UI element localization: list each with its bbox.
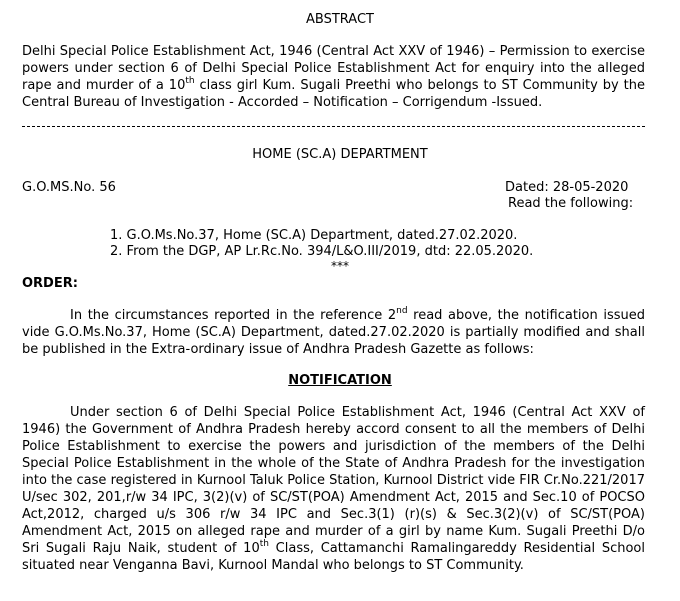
order-superscript: nd [396, 305, 408, 316]
goms-number: G.O.MS.No. 56 [22, 180, 116, 195]
subject-text-part1: Delhi Special Police Establishment Act, 1946 (Central Act XXV of 1946) – Permission to exercise powers under section 6 of Delhi Special Police Establishment Act for enquiry into the alleged rape and murder of a 10 [22, 44, 645, 93]
notification-heading: NOTIFICATION [288, 373, 392, 388]
subject-paragraph [22, 43, 645, 111]
notification-superscript: th [259, 538, 269, 549]
separator-stars: *** [331, 259, 349, 273]
reference-item: 2. From the DGP, AP Lr.Rc.No. 394/L&O.III/2019, dtd: 22.05.2020. [110, 244, 534, 259]
order-date: Dated: 28-05-2020 [505, 180, 629, 195]
notification-text-part2: Class, Cattamanchi Ramalingareddy Residential School situated near Venganna Bavi, Kurnool Mandal who belongs to ST Community. [22, 541, 645, 573]
abstract-title: ABSTRACT [306, 12, 374, 27]
order-text-part2: read above, the notification issued vide G.O.Ms.No.37, Home (SC.A) Department, dated.27.02.2020 is partially modified and shall be published in the Extra-ordinary issue of Andhra Pradesh Gazette as follows: [22, 308, 645, 357]
read-following-label: Read the following: [508, 196, 634, 211]
order-heading: ORDER: [22, 276, 78, 291]
notification-paragraph [22, 404, 645, 574]
dashed-separator [22, 126, 645, 127]
department-name: HOME (SC.A) DEPARTMENT [252, 147, 428, 162]
notification-text-part1: Under section 6 of Delhi Special Police Establishment Act, 1946 (Central Act XXV of 1946) the Government of Andhra Pradesh hereby accord consent to all the members of Delhi Police Establishment to exercise the powers and jurisdiction of the members of the Delhi Special Police Establishment in the whole of the State of Andhra Pradesh for the investigation into the case registered in Kurnool Taluk Police Station, Kurnool District vide FIR Cr.No.221/2017 U/sec 302, 201,r/w 34 IPC, 3(2)(v) of SC/ST(POA) Amendment Act, 2015 and Sec.10 of POCSO Act,2012, charged u/s 306 r/w 34 IPC and Sec.3(1) (r)(s) & Sec.3(2)(v) of SC/ST(POA) Amendment Act, 2015 on alleged rape and murder of a girl by name Kum. Sugali Preethi D/o Sri Sugali Raju Naik, student of 10 [22, 405, 645, 556]
order-text-part1: In the circumstances reported in the reference 2 [70, 308, 397, 323]
subject-text-part2: class girl Kum. Sugali Preethi who belongs to ST Community by the Central Bureau of Investigation - Accorded – Notification – Corrigendum -Issued. [22, 78, 645, 110]
subject-superscript: th [185, 75, 195, 86]
order-paragraph [22, 307, 645, 358]
reference-item: 1. G.O.Ms.No.37, Home (SC.A) Department, dated.27.02.2020. [110, 228, 518, 243]
reference-list [110, 228, 533, 260]
